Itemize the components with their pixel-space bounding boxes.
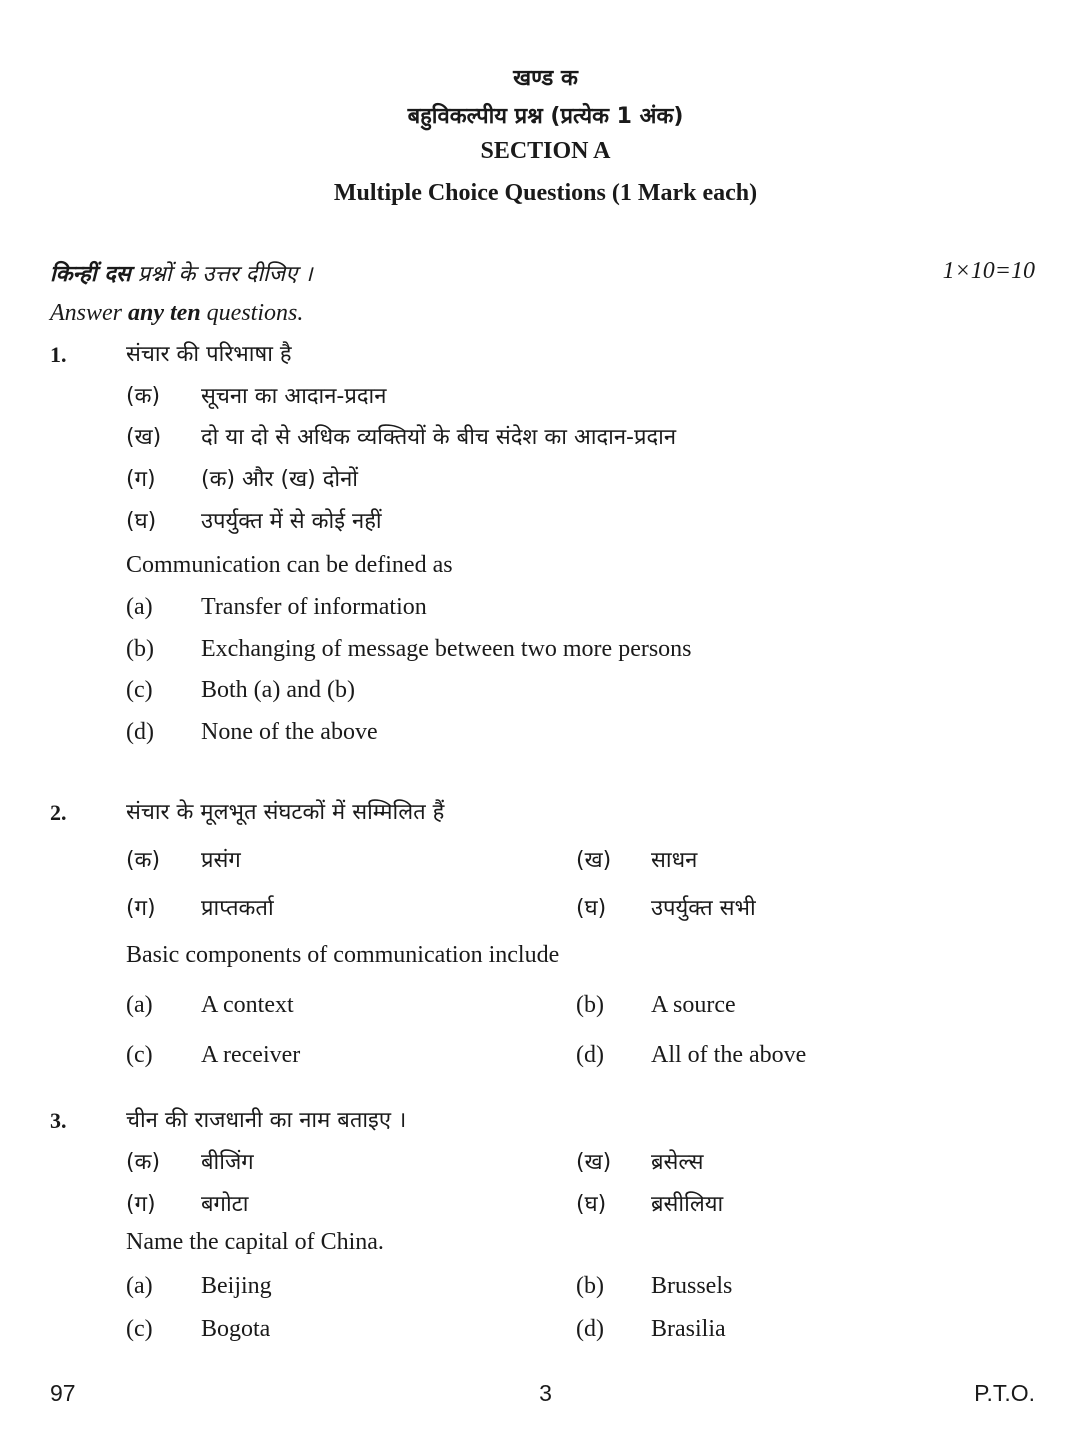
option-text: Exchanging of message between two more persons [201,636,692,662]
option-label: (b) [576,992,604,1018]
question-text-english: Basic components of communication include [126,942,560,968]
option-label: (ख) [576,1150,612,1175]
option-text: उपर्युक्त सभी [651,896,756,921]
option-text: Brussels [651,1273,733,1299]
option-label: (क) [126,848,161,873]
option-label: (d) [576,1316,604,1342]
option-label: (क) [126,1150,161,1175]
option-label: (घ) [576,1192,607,1217]
option-text: बगोटा [201,1192,249,1217]
option-label: (क) [126,384,161,409]
option-text: All of the above [651,1042,807,1068]
option-text: (क) और (ख) दोनों [201,467,358,492]
page-number: 3 [539,1380,552,1406]
option-label: (b) [126,636,154,662]
option-label: (a) [126,1273,153,1299]
english-instruction-emphasis: any ten [128,300,201,326]
option-label: (ख) [126,425,162,450]
option-text: A source [651,992,736,1018]
option-text: Bogota [201,1316,271,1342]
question-number: 1. [50,342,67,367]
question-text-english: Name the capital of China. [126,1229,384,1255]
option-text: Transfer of information [201,594,427,620]
please-turn-over: P.T.O. [974,1380,1035,1406]
option-label: (b) [576,1273,604,1299]
option-label: (ग) [126,896,156,921]
section-title: SECTION A [480,138,611,164]
paper-code: 97 [50,1380,76,1406]
option-label: (घ) [126,509,157,534]
option-label: (ख) [576,848,612,873]
question-text-hindi: चीन की राजधानी का नाम बताइए । [126,1108,407,1133]
question-number: 2. [50,800,67,825]
option-label: (a) [126,594,153,620]
hindi-instruction [50,258,313,288]
hindi-instruction-emphasis: किन्हीं दस [50,262,131,287]
option-text: साधन [651,848,698,873]
option-label: (d) [126,719,154,745]
question-number: 3. [50,1108,67,1133]
hindi-section-title: खण्ड क [513,66,578,91]
option-text: A context [201,992,294,1018]
question-text-english: Communication can be defined as [126,552,453,578]
option-text: ब्रसेल्स [651,1150,704,1175]
option-text: बीजिंग [201,1150,254,1175]
option-text: सूचना का आदान-प्रदान [201,384,387,409]
option-label: (ग) [126,467,156,492]
option-text: ब्रसीलिया [651,1192,724,1217]
option-text: उपर्युक्त में से कोई नहीं [201,509,382,534]
option-text: Brasilia [651,1316,726,1342]
option-text: प्रसंग [201,848,241,873]
option-text: प्राप्तकर्ता [201,896,274,921]
english-instruction [50,300,303,327]
option-text: Both (a) and (b) [201,677,355,703]
option-label: (ग) [126,1192,156,1217]
option-text: दो या दो से अधिक व्यक्तियों के बीच संदेश का आदान-प्रदान [201,425,677,450]
english-instruction-pre: Answer [50,300,128,326]
option-text: None of the above [201,719,378,745]
question-text-hindi: संचार की परिभाषा है [126,342,292,367]
option-text: A receiver [201,1042,301,1068]
marks-allocation: 1×10=10 [942,258,1035,284]
english-instruction-post: questions. [200,300,304,326]
hindi-section-subtitle: बहुविकल्पीय प्रश्न (प्रत्येक 1 अंक) [407,104,684,129]
option-label: (c) [126,1316,153,1342]
option-label: (c) [126,1042,153,1068]
option-label: (घ) [576,896,607,921]
hindi-instruction-rest: प्रश्नों के उत्तर दीजिए । [130,262,313,287]
option-label: (d) [576,1042,604,1068]
option-label: (a) [126,992,153,1018]
option-label: (c) [126,677,153,703]
section-subtitle: Multiple Choice Questions (1 Mark each) [333,180,758,206]
question-text-hindi: संचार के मूलभूत संघटकों में सम्मिलित हैं [126,800,445,825]
option-text: Beijing [201,1273,272,1299]
